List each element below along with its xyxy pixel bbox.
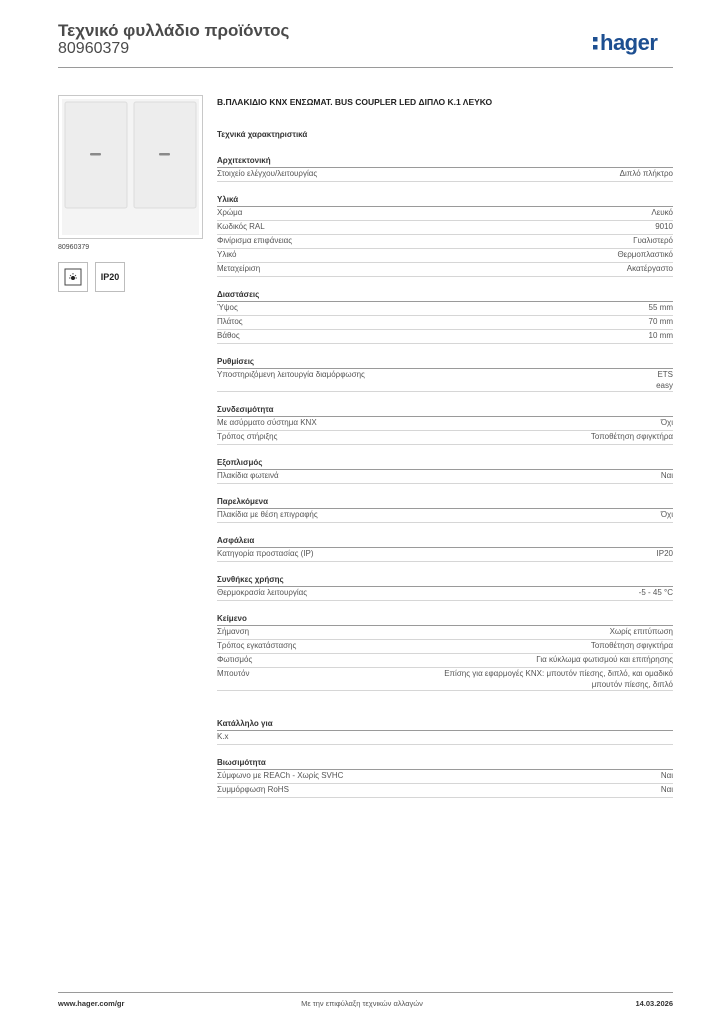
- logo-text: hager: [600, 30, 658, 55]
- spec-value: [657, 549, 673, 561]
- spec-value: [633, 236, 673, 248]
- section-title: Ρυθμίσεις: [217, 355, 673, 369]
- technical-specifications: [217, 130, 673, 798]
- spec-label: Με ασύρματο σύστημα KNX: [217, 418, 317, 427]
- spec-value: [639, 588, 673, 600]
- section-title: Συνδεσιμότητα: [217, 403, 673, 417]
- spec-value: [610, 627, 673, 639]
- spec-row: [217, 470, 673, 484]
- spec-label: Χρώμα: [217, 208, 243, 217]
- spec-value-line: Ναι: [660, 771, 673, 780]
- spec-row: [217, 235, 673, 249]
- switch-plate-illustration: [59, 96, 202, 238]
- product-heading: Β.ΠΛΑΚΙΔΙΟ KNX ΕΝΣΩΜΑΤ. BUS COUPLER LED ΔΙΠΛΟ Κ.1 ΛΕΥΚΟ: [217, 97, 493, 107]
- spec-section: [217, 573, 673, 601]
- section-title: Ασφάλεια: [217, 534, 673, 548]
- spec-label: Κατηγορία προστασίας (IP): [217, 549, 314, 558]
- spec-row: [217, 369, 673, 392]
- spec-value: [649, 303, 673, 315]
- spec-value-line: 9010: [655, 222, 673, 231]
- spec-value-line: Θερμοπλαστικό: [617, 250, 673, 259]
- spec-value: [661, 785, 673, 797]
- spec-row: [217, 316, 673, 330]
- spec-section: [217, 756, 673, 798]
- section-title: Βιωσιμότητα: [217, 756, 673, 770]
- header-divider: [58, 67, 673, 68]
- spec-value: [649, 317, 673, 329]
- spec-value-line: 10 mm: [648, 331, 673, 340]
- spec-value: [656, 370, 673, 391]
- spec-value: [661, 418, 673, 430]
- spec-value: [661, 471, 673, 483]
- spec-label: Πλακίδια με θέση επιγραφής: [217, 510, 318, 519]
- spec-label: Σήμανση: [217, 627, 250, 636]
- spec-value: [661, 510, 673, 522]
- spec-section: [217, 288, 673, 344]
- ip20-badge: IP20: [95, 262, 125, 292]
- section-title: Διαστάσεις: [217, 288, 673, 302]
- spec-value: [617, 250, 673, 262]
- spec-value: [655, 222, 673, 234]
- section-title: Κατάλληλο για: [217, 717, 673, 731]
- spec-row: [217, 302, 673, 316]
- spec-label: Φωτισμός: [217, 655, 253, 664]
- spec-row: [217, 640, 673, 654]
- spec-value-line: Ναι: [660, 785, 673, 794]
- spec-row: [217, 654, 673, 668]
- spec-value: [444, 669, 673, 690]
- spec-section: [217, 612, 673, 691]
- spec-value: [620, 169, 673, 181]
- spec-row: [217, 587, 673, 601]
- spec-label: Υλικό: [217, 250, 237, 259]
- spec-row: [217, 330, 673, 344]
- spec-section: [217, 456, 673, 484]
- spec-label: Συμμόρφωση RoHS: [217, 785, 289, 794]
- spec-label: Ύψος: [217, 303, 238, 312]
- spec-value-line: Όχι: [660, 510, 673, 519]
- document-number: 80960379: [58, 40, 130, 57]
- spec-label: Φινίρισμα επιφάνειας: [217, 236, 293, 245]
- spec-row: [217, 249, 673, 263]
- spec-value: [651, 208, 673, 220]
- spec-section: [217, 403, 673, 445]
- footer-notice: Με την επιφύλαξη τεχνικών αλλαγών: [301, 999, 423, 1008]
- spec-row: [217, 770, 673, 784]
- spec-label: Βάθος: [217, 331, 240, 340]
- spec-label: Τρόπος στήριξης: [217, 432, 278, 441]
- spec-value: [627, 264, 673, 276]
- spec-value: [536, 655, 673, 667]
- section-title: Αρχιτεκτονική: [217, 154, 673, 168]
- spec-row: [217, 626, 673, 640]
- spec-value-line: -5 - 45 °C: [638, 588, 673, 597]
- spec-row: [217, 668, 673, 691]
- spec-value: [661, 771, 673, 783]
- spec-section: [217, 495, 673, 523]
- spec-section: [217, 355, 673, 392]
- spec-row: [217, 207, 673, 221]
- section-title: Συνθήκες χρήσης: [217, 573, 673, 587]
- hager-logo: [592, 27, 674, 57]
- section-title: Παρελκόμενα: [217, 495, 673, 509]
- spec-value: [649, 331, 673, 343]
- section-title: Κείμενο: [217, 612, 673, 626]
- spec-label: Στοιχείο ελέγχου/λειτουργίας: [217, 169, 318, 178]
- spec-row: [217, 263, 673, 277]
- spec-value-line: Επίσης για εφαρμογές KNX: μπουτόν πίεσης, διπλό, και ομαδικό: [444, 669, 673, 678]
- spec-row: [217, 431, 673, 445]
- spec-label: Κωδικός RAL: [217, 222, 265, 231]
- spec-value-line: Για κύκλωμα φωτισμού και επιτήρησης: [536, 655, 673, 664]
- spec-value: [591, 432, 673, 444]
- spec-value-line: 55 mm: [648, 303, 673, 312]
- spec-value-line: Λευκό: [651, 208, 673, 217]
- spec-value-line: Τοποθέτηση σφιγκτήρα: [590, 641, 673, 650]
- spec-value-line: 70 mm: [648, 317, 673, 326]
- website-link[interactable]: www.hager.com/gr: [58, 999, 125, 1008]
- spec-row: [217, 417, 673, 431]
- spec-section: [217, 154, 673, 182]
- spec-value-line: easy: [656, 380, 673, 390]
- spec-label: K.x: [217, 732, 229, 741]
- spec-row: [217, 731, 673, 745]
- spec-section: [217, 193, 673, 277]
- spec-label: Θερμοκρασία λειτουργίας: [217, 588, 308, 597]
- document-title: Τεχνικό φυλλάδιο προϊόντος: [58, 21, 290, 40]
- spec-label: Πλάτος: [217, 317, 243, 326]
- section-title: Υλικά: [217, 193, 673, 207]
- spec-row: [217, 784, 673, 798]
- spec-value: [591, 641, 673, 653]
- spec-value-line: μπουτόν πίεσης, διπλό: [591, 679, 673, 689]
- spec-value-line: Ακατέργαστο: [626, 264, 673, 273]
- spec-row: [217, 168, 673, 182]
- spec-label: Μεταχείριση: [217, 264, 261, 273]
- spec-label: Υποστηριζόμενη λειτουργία διαμόρφωσης: [217, 370, 365, 379]
- image-caption: 80960379: [58, 244, 90, 251]
- spec-value-line: Τοποθέτηση σφιγκτήρα: [590, 432, 673, 441]
- spec-value-line: Όχι: [660, 418, 673, 427]
- spec-section: [217, 717, 673, 745]
- product-image: [58, 95, 203, 239]
- light-indicator-icon: [58, 262, 88, 292]
- spec-row: [217, 509, 673, 523]
- spec-value-line: Γυαλιστερό: [633, 236, 673, 245]
- spec-value-line: ETS: [657, 370, 673, 379]
- spec-section: [217, 534, 673, 562]
- spec-value-line: Χωρίς επιτύπωση: [609, 627, 673, 636]
- spec-value-line: Διπλό πλήκτρο: [619, 169, 673, 178]
- spec-value-line: Ναι: [660, 471, 673, 480]
- spec-row: [217, 548, 673, 562]
- spec-label: Σύμφωνο με REACh - Χωρίς SVHC: [217, 771, 344, 780]
- spec-label: Πλακίδια φωτεινά: [217, 471, 279, 480]
- spec-row: [217, 221, 673, 235]
- footer-date: 14.03.2026: [635, 999, 673, 1008]
- spec-label: Μπουτόν: [217, 669, 250, 678]
- spec-title: Τεχνικά χαρακτηριστικά: [217, 130, 308, 139]
- footer-divider: [58, 992, 673, 993]
- section-title: Εξοπλισμός: [217, 456, 673, 470]
- spec-value-line: IP20: [656, 549, 673, 558]
- spec-label: Τρόπος εγκατάστασης: [217, 641, 297, 650]
